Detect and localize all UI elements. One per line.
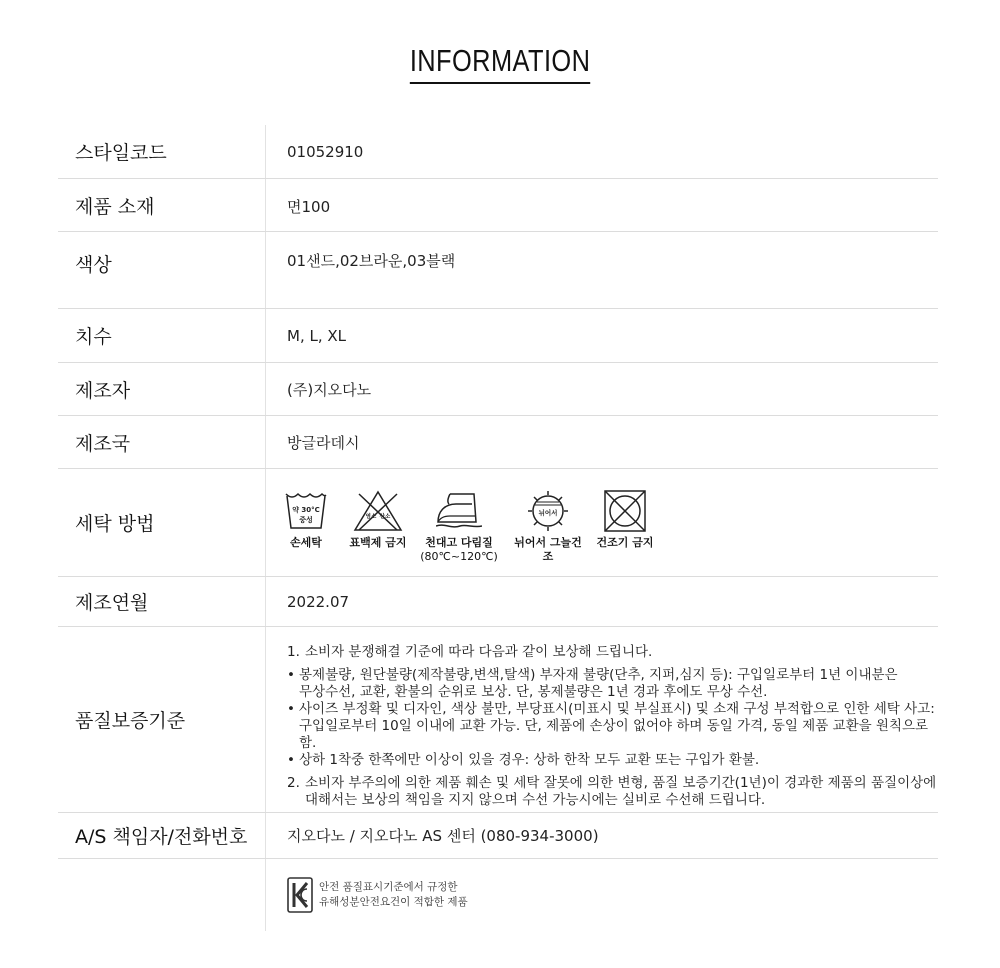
value-kc bbox=[266, 859, 938, 931]
no-bleach-icon bbox=[353, 490, 403, 532]
row-quality bbox=[58, 627, 938, 813]
label-as: A/S 책임자/전화번호 bbox=[58, 813, 266, 858]
row-manufacturer bbox=[58, 363, 938, 416]
label-style-code: 스타일코드 bbox=[58, 125, 266, 178]
label-country: 제조국 bbox=[58, 416, 266, 468]
quality-item-2-line1: 소비자 부주의에 의한 제품 훼손 및 세탁 잘못에 의한 변형, 품질 보증기간(1년)이 경과한 제품의 품질이상에 bbox=[305, 775, 937, 791]
quality-item-2 bbox=[287, 775, 938, 809]
kc-text-line1: 안전 품질표시기준에서 규정한 bbox=[319, 881, 458, 893]
wring-shade-dry-icon bbox=[525, 490, 571, 532]
label-washing: 세탁 방법 bbox=[58, 469, 266, 576]
iron-caption: 천대고 다림질 bbox=[425, 536, 493, 549]
label-color: 색상 bbox=[58, 232, 266, 308]
quality-bullet-3: • 상하 1착중 한쪽에만 이상이 있을 경우: 상하 한착 모두 교환 또는 구입가 환불. bbox=[287, 752, 760, 768]
no-bleach-oxygen: 산소 bbox=[379, 514, 391, 520]
label-quality: 품질보증기준 bbox=[58, 627, 266, 812]
quality-item-1-num: 1. bbox=[287, 644, 300, 660]
row-country bbox=[58, 416, 938, 469]
quality-bullet-3-line1: 상하 1착중 한쪽에만 이상이 있을 경우: 상하 한착 모두 교환 또는 구입가 환불. bbox=[299, 752, 760, 768]
wash-icons bbox=[285, 490, 655, 564]
label-size: 치수 bbox=[58, 309, 266, 362]
hand-wash-icon bbox=[284, 490, 328, 532]
value-material: 면100 bbox=[287, 198, 331, 216]
quality-bullet-1-line1: 봉제불량, 원단불량(제작불량,변색,탈색) 부자재 불량(단추, 지퍼,심지 등): 구입일로부터 1년 이내분은 bbox=[299, 667, 898, 683]
wash-item-bleach bbox=[347, 490, 409, 550]
label-manufacture-date: 제조연월 bbox=[58, 577, 266, 626]
kc-text-line2: 유해성분안전요건이 적합한 제품 bbox=[319, 896, 468, 908]
page-title: INFORMATION bbox=[410, 42, 591, 84]
value-style-code: 01052910 bbox=[287, 142, 364, 161]
page-title-wrap bbox=[0, 42, 1000, 84]
quality-item-1 bbox=[287, 644, 938, 661]
row-as bbox=[58, 813, 938, 859]
dry-inner-text: 뉘어서 bbox=[538, 509, 558, 517]
value-washing bbox=[266, 469, 938, 576]
wash-item-hand bbox=[285, 490, 327, 550]
wash-item-dry bbox=[509, 490, 587, 564]
quality-bullet-1-line2: 무상수선, 교환, 환불의 순위로 보상. 단, 봉제불량은 1년 경과 후에도 무상 수선. bbox=[299, 684, 768, 700]
row-material bbox=[58, 179, 938, 232]
hand-wash-caption: 손세탁 bbox=[290, 536, 322, 549]
value-as: 지오다노 / 지오다노 AS 센터 (080-934-3000) bbox=[287, 827, 599, 845]
wash-item-iron bbox=[420, 490, 498, 564]
quality-item-1-text: 소비자 분쟁해결 기준에 따라 다음과 같이 보상해 드립니다. bbox=[305, 644, 653, 660]
info-table bbox=[58, 125, 938, 931]
quality-bullet-2-line2: 구입일로부터 10일 이내에 교환 가능. 단, 제품에 손상이 없어야 하며 동일 가격, 동일 제품 교환을 원칙으로 함. bbox=[299, 718, 929, 751]
value-country: 방글라데시 bbox=[287, 433, 360, 452]
kc-logo-icon bbox=[287, 877, 313, 913]
no-tumble-dry-icon bbox=[602, 490, 648, 532]
row-kc bbox=[58, 859, 938, 931]
row-style-code bbox=[58, 125, 938, 179]
iron-with-cloth-icon bbox=[436, 490, 482, 532]
quality-text bbox=[287, 644, 938, 809]
value-color: 01샌드,02브라운,03블랙 bbox=[287, 252, 456, 270]
label-material: 제품 소재 bbox=[58, 179, 266, 231]
value-quality bbox=[266, 627, 938, 812]
iron-temp: (80℃~120℃) bbox=[420, 550, 498, 563]
row-manufacture-date bbox=[58, 577, 938, 627]
row-color bbox=[58, 232, 938, 309]
quality-bullet-2: • 사이즈 부정확 및 디자인, 색상 불만, 부당표시(미표시 및 부실표시) 및 소재 구성 부적합으로 인한 세탁 사고: 구입일로부터 10일 이내에 교환 가능. 단, 제품에 손상이 없어야 하며 동일 가격, 동일 제품 교환을 원칙으로 함. bbox=[287, 701, 938, 752]
label-kc-empty bbox=[58, 859, 266, 931]
quality-bullet-2-line1: 사이즈 부정확 및 디자인, 색상 불만, 부당표시(미표시 및 부실표시) 및 소재 구성 부적합으로 인한 세탁 사고: bbox=[299, 701, 935, 717]
value-manufacturer: (주)지오다노 bbox=[287, 380, 372, 399]
dry-caption: 뉘어서 그늘건조 bbox=[514, 536, 582, 563]
quality-item-2-line2: 대해서는 보상의 책임을 지지 않으며 수선 가능시에는 실비로 수선해 드립니다. bbox=[305, 792, 766, 808]
value-size: M, L, XL bbox=[287, 326, 347, 345]
no-tumble-caption: 건조기 금지 bbox=[596, 536, 654, 549]
kc-mark bbox=[287, 877, 468, 913]
hand-wash-neutral: 중성 bbox=[299, 516, 313, 524]
quality-item-2-num: 2. bbox=[287, 775, 300, 791]
no-bleach-chlorine: 염소 bbox=[365, 514, 377, 520]
hand-wash-temp: 약 30°C bbox=[292, 506, 320, 514]
kc-text bbox=[319, 880, 468, 910]
no-bleach-caption: 표백제 금지 bbox=[349, 536, 407, 549]
label-manufacturer: 제조자 bbox=[58, 363, 266, 415]
wash-item-tumble bbox=[595, 490, 655, 550]
value-manufacture-date: 2022.07 bbox=[287, 592, 350, 611]
quality-bullet-1: • 봉제불량, 원단불량(제작불량,변색,탈색) 부자재 불량(단추, 지퍼,심지 등): 구입일로부터 1년 이내분은 무상수선, 교환, 환불의 순위로 보상. 단, 봉제불량은 1년 경과 후에도 무상 수선. bbox=[287, 667, 898, 700]
row-size bbox=[58, 309, 938, 363]
row-washing bbox=[58, 469, 938, 577]
